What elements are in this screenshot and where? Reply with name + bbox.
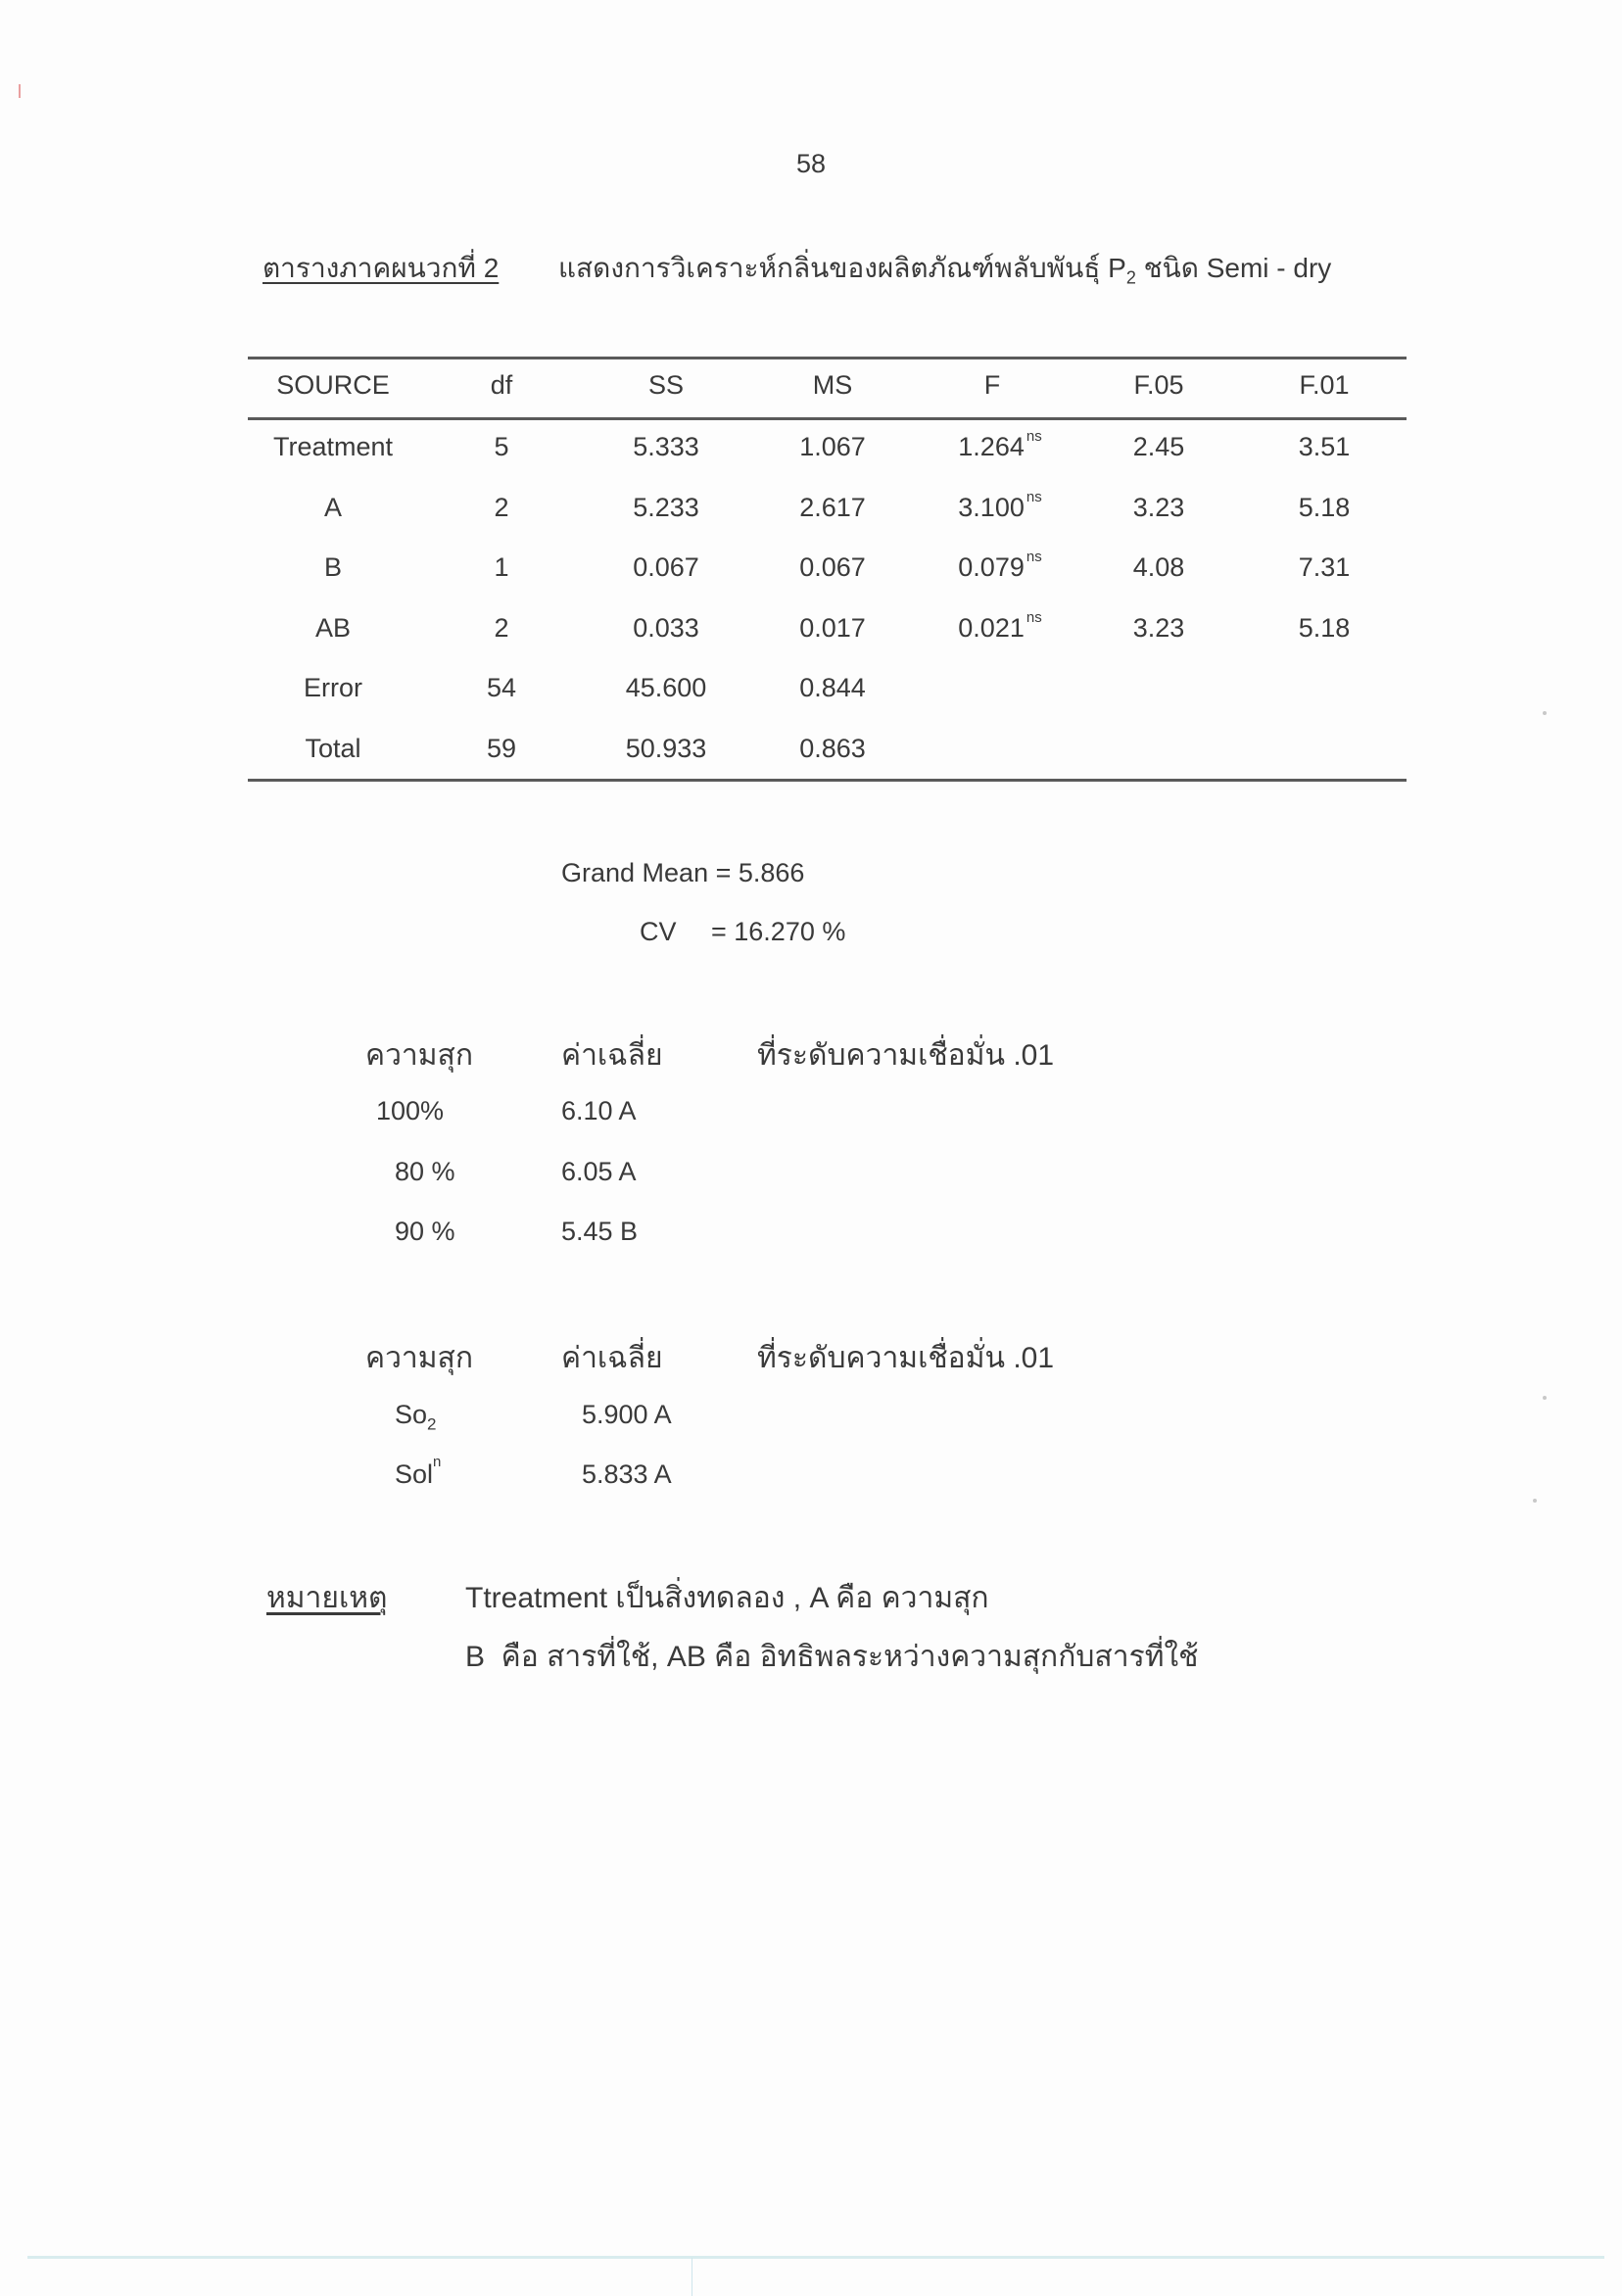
cell-df: 5 xyxy=(494,432,509,461)
cell-ms: 2.617 xyxy=(799,493,866,522)
cell-f xyxy=(958,428,1042,462)
cell-f05: 4.08 xyxy=(1132,552,1185,582)
comparison-level: 80 % xyxy=(395,1157,455,1186)
level-text: So xyxy=(395,1400,428,1429)
cell-df: 54 xyxy=(486,673,517,702)
cell-f xyxy=(958,609,1042,644)
caption-text-part: ชนิด Semi - dry xyxy=(1135,253,1332,283)
cell-ms: 0.863 xyxy=(799,734,866,763)
cell-ms: 0.017 xyxy=(799,613,866,643)
comparison-header: ที่ระดับความเชื่อมั่น .01 xyxy=(757,1039,1055,1072)
cell-ss: 0.067 xyxy=(633,552,699,582)
scan-edge-line xyxy=(27,2256,1604,2259)
comparison-header: ที่ระดับความเชื่อมั่น .01 xyxy=(757,1342,1055,1374)
significance-mark: ns xyxy=(1026,428,1042,445)
cell-source: B xyxy=(323,552,343,582)
column-header-f01: F.01 xyxy=(1299,370,1350,400)
cell-f01: 7.31 xyxy=(1298,552,1351,582)
level-subscript: 2 xyxy=(427,1414,437,1434)
grand-mean: Grand Mean = 5.866 xyxy=(561,858,805,887)
comparison-level xyxy=(395,1400,437,1434)
scan-speck xyxy=(1543,1396,1547,1400)
column-header-ss: SS xyxy=(647,370,685,400)
table-bottom-rule xyxy=(248,779,1407,782)
comparison-header: ค่าเฉลี่ย xyxy=(561,1039,663,1072)
comparison-mean: 5.45 B xyxy=(561,1217,639,1246)
cell-ms: 1.067 xyxy=(799,432,866,461)
column-header-df: df xyxy=(490,370,513,400)
comparison-level xyxy=(395,1454,442,1490)
cell-source: Treatment xyxy=(272,432,394,461)
cell-df: 2 xyxy=(494,613,509,643)
column-header-f: F xyxy=(983,370,1001,400)
f-value: 0.079 xyxy=(958,552,1025,582)
column-header-f05: F.05 xyxy=(1133,370,1184,400)
note-label: หมายเหตุ xyxy=(266,1582,388,1614)
comparison-header: ความสุก xyxy=(365,1342,474,1374)
cell-ss: 0.033 xyxy=(633,613,699,643)
cell-ss: 45.600 xyxy=(625,673,707,702)
cv-label: CV xyxy=(640,917,677,946)
cell-f01: 5.18 xyxy=(1298,613,1351,643)
cell-ss: 50.933 xyxy=(625,734,707,763)
cell-ss: 5.233 xyxy=(633,493,699,522)
cell-df: 2 xyxy=(494,493,509,522)
table-top-rule xyxy=(248,357,1407,359)
cell-f xyxy=(958,489,1042,523)
f-value: 3.100 xyxy=(958,493,1025,522)
comparison-header: ค่าเฉลี่ย xyxy=(561,1342,663,1374)
cell-f05: 2.45 xyxy=(1132,432,1185,461)
column-header-source: SOURCE xyxy=(276,370,390,400)
cell-ms: 0.067 xyxy=(799,552,866,582)
scan-speck xyxy=(1543,711,1547,715)
comparison-mean: 6.10 A xyxy=(561,1096,637,1125)
cell-source: A xyxy=(323,493,343,522)
level-text: Sol xyxy=(395,1459,434,1489)
scan-mark xyxy=(19,84,21,98)
comparison-mean: 5.833 A xyxy=(582,1459,672,1489)
cell-source: Error xyxy=(304,673,362,702)
significance-mark: ns xyxy=(1026,489,1042,505)
cell-f05: 3.23 xyxy=(1132,613,1185,643)
level-superscript: n xyxy=(433,1454,442,1470)
page-number: 58 xyxy=(795,149,827,178)
comparison-mean: 5.900 A xyxy=(582,1400,672,1429)
comparison-level: 90 % xyxy=(395,1217,455,1246)
cell-source: Total xyxy=(305,734,361,763)
cell-ms: 0.844 xyxy=(799,673,866,702)
cell-source: AB xyxy=(314,613,352,643)
scan-speck xyxy=(1533,1499,1537,1503)
cell-f05: 3.23 xyxy=(1132,493,1185,522)
cv-value: = 16.270 % xyxy=(711,917,846,946)
caption-subscript: 2 xyxy=(1125,267,1136,288)
note-line-2: B คือ สารที่ใช้, AB คือ อิทธิพลระหว่างความสุกกับสารที่ใช้ xyxy=(465,1641,1199,1673)
cell-df: 1 xyxy=(494,552,509,582)
comparison-level: 100% xyxy=(376,1096,445,1125)
column-header-ms: MS xyxy=(812,370,853,400)
cell-df: 59 xyxy=(486,734,517,763)
significance-mark: ns xyxy=(1026,549,1042,565)
f-value: 1.264 xyxy=(958,432,1025,461)
comparison-mean: 6.05 A xyxy=(561,1157,637,1186)
f-value: 0.021 xyxy=(958,613,1025,643)
caption-text-part: แสดงการวิเคราะห์กลิ่นของผลิตภัณฑ์พลับพันธุ์ P xyxy=(558,253,1126,283)
table-header-rule xyxy=(248,417,1407,420)
cell-f01: 5.18 xyxy=(1298,493,1351,522)
comparison-header: ความสุก xyxy=(365,1039,474,1072)
cell-f01: 3.51 xyxy=(1298,432,1351,461)
significance-mark: ns xyxy=(1026,609,1042,626)
cell-ss: 5.333 xyxy=(633,432,699,461)
note-line-1: Ttreatment เป็นสิ่งทดลอง , A คือ ความสุก xyxy=(465,1582,989,1614)
table-caption-text xyxy=(558,247,1331,290)
table-caption-label: ตารางภาคผนวกที่ 2 xyxy=(262,253,500,283)
cell-f xyxy=(958,549,1042,583)
